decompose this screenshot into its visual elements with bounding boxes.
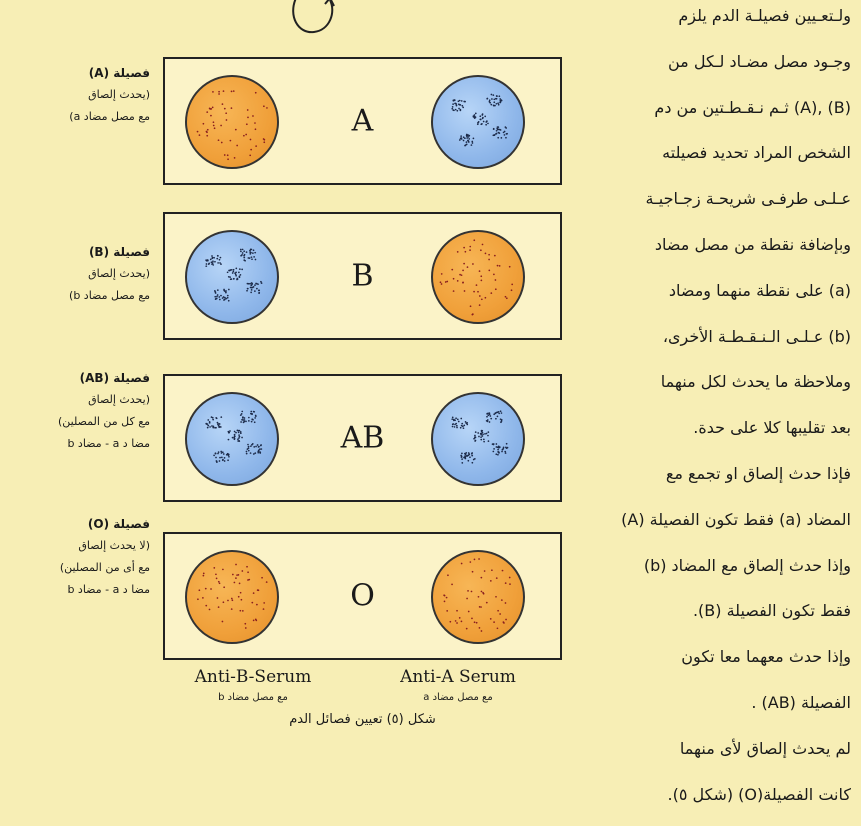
body-line: ولـتعـيين فصيلـة الدم يلزم	[678, 6, 851, 25]
note-line: مع مصل مضاد b)	[69, 289, 150, 302]
body-line: عـلـى طرفـى شريحـة زجـاجيـة	[645, 189, 851, 209]
note-line: (يحدث إلصاق	[88, 267, 150, 280]
anti-b-disc	[185, 230, 279, 324]
panel-ab	[163, 374, 562, 502]
anti-a-disc	[431, 75, 525, 169]
figure-caption: شكل (٥) تعيين فصائل الدم	[289, 712, 436, 727]
body-line: كانت الفصيلة(O) (شكل ٥).	[667, 784, 851, 804]
body-line: فإذا حدث إلصاق او تجمع مع	[665, 464, 851, 483]
anti-a-disc	[431, 230, 525, 324]
note-b	[0, 241, 150, 307]
note-line: (يحدث إلصاق	[88, 393, 150, 406]
panel-b	[163, 212, 562, 340]
blood-type-letter: O	[350, 578, 375, 614]
body-line: الفصيلة (AB) .	[751, 693, 851, 712]
body-line: وإذا حدث إلصاق مع المضاد (b)	[643, 555, 851, 575]
anti-b-serum-sub: مع مصل مضاد b	[218, 692, 288, 703]
body-line: (a) على نقطة منهما ومضاد	[668, 280, 851, 300]
body-line: الشخص المراد تحديد فصيلته	[662, 143, 851, 163]
note-line: مع كل من المصلين)	[57, 415, 150, 428]
note-a	[0, 62, 150, 128]
anti-b-disc	[185, 392, 279, 486]
anti-a-disc	[431, 392, 525, 486]
note-line: مع مصل مضاد a)	[69, 110, 150, 123]
anti-b-disc	[185, 75, 279, 169]
body-line: وملاحظة ما يحدث لكل منهما	[660, 372, 851, 392]
note-line: مع أى من المصلين)	[59, 561, 150, 574]
body-line: (b) عـلـى الـنـقـطـة الأخرى،	[662, 326, 851, 346]
note-line: مضا د a - مضاد b	[67, 583, 150, 596]
anti-a-serum-sub: مع مصل مضاد a	[423, 692, 493, 703]
note-o	[0, 513, 150, 601]
body-line: وجـود مصل مضـاد لـكل من	[668, 51, 851, 71]
curl-arrow-icon	[284, 0, 344, 38]
note-title: فصيلة (A)	[88, 66, 150, 80]
anti-b-serum-label: Anti-B-Serum	[194, 667, 312, 687]
note-line: (يحدث إلصاق	[88, 88, 150, 101]
body-line: وبإضافة نقطة من مصل مضاد	[654, 235, 851, 254]
body-line: بعد تقليبها كلا على حدة.	[693, 418, 851, 438]
note-title: فصيلة (B)	[88, 245, 150, 259]
note-title: فصيلة (O)	[87, 517, 150, 531]
blood-type-letter: B	[351, 258, 374, 294]
panel-o	[163, 532, 562, 660]
body-line: وإذا حدث معهما معا تكون	[681, 647, 851, 667]
panel-a	[163, 57, 562, 185]
blood-type-letter: A	[351, 103, 374, 139]
body-line: فقط تكون الفصيلة (B).	[692, 601, 851, 621]
note-line: مضا د a - مضاد b	[67, 437, 150, 450]
anti-a-disc	[431, 550, 525, 644]
anti-a-serum-label: Anti-A Serum	[400, 667, 516, 687]
note-ab	[0, 367, 150, 455]
body-line: المضاد (a) فقط تكون الفصيلة (A)	[621, 509, 851, 529]
note-title: فصيلة (AB)	[79, 371, 150, 385]
body-line: (B) ,(A) ثـم نـقـطـتين من دم	[654, 97, 851, 117]
body-line: لم يحدث إلصاق لأى منهما	[679, 738, 851, 758]
anti-b-disc	[185, 550, 279, 644]
blood-type-letter: AB	[340, 420, 385, 456]
note-line: (لا يحدث إلصاق	[78, 539, 150, 552]
